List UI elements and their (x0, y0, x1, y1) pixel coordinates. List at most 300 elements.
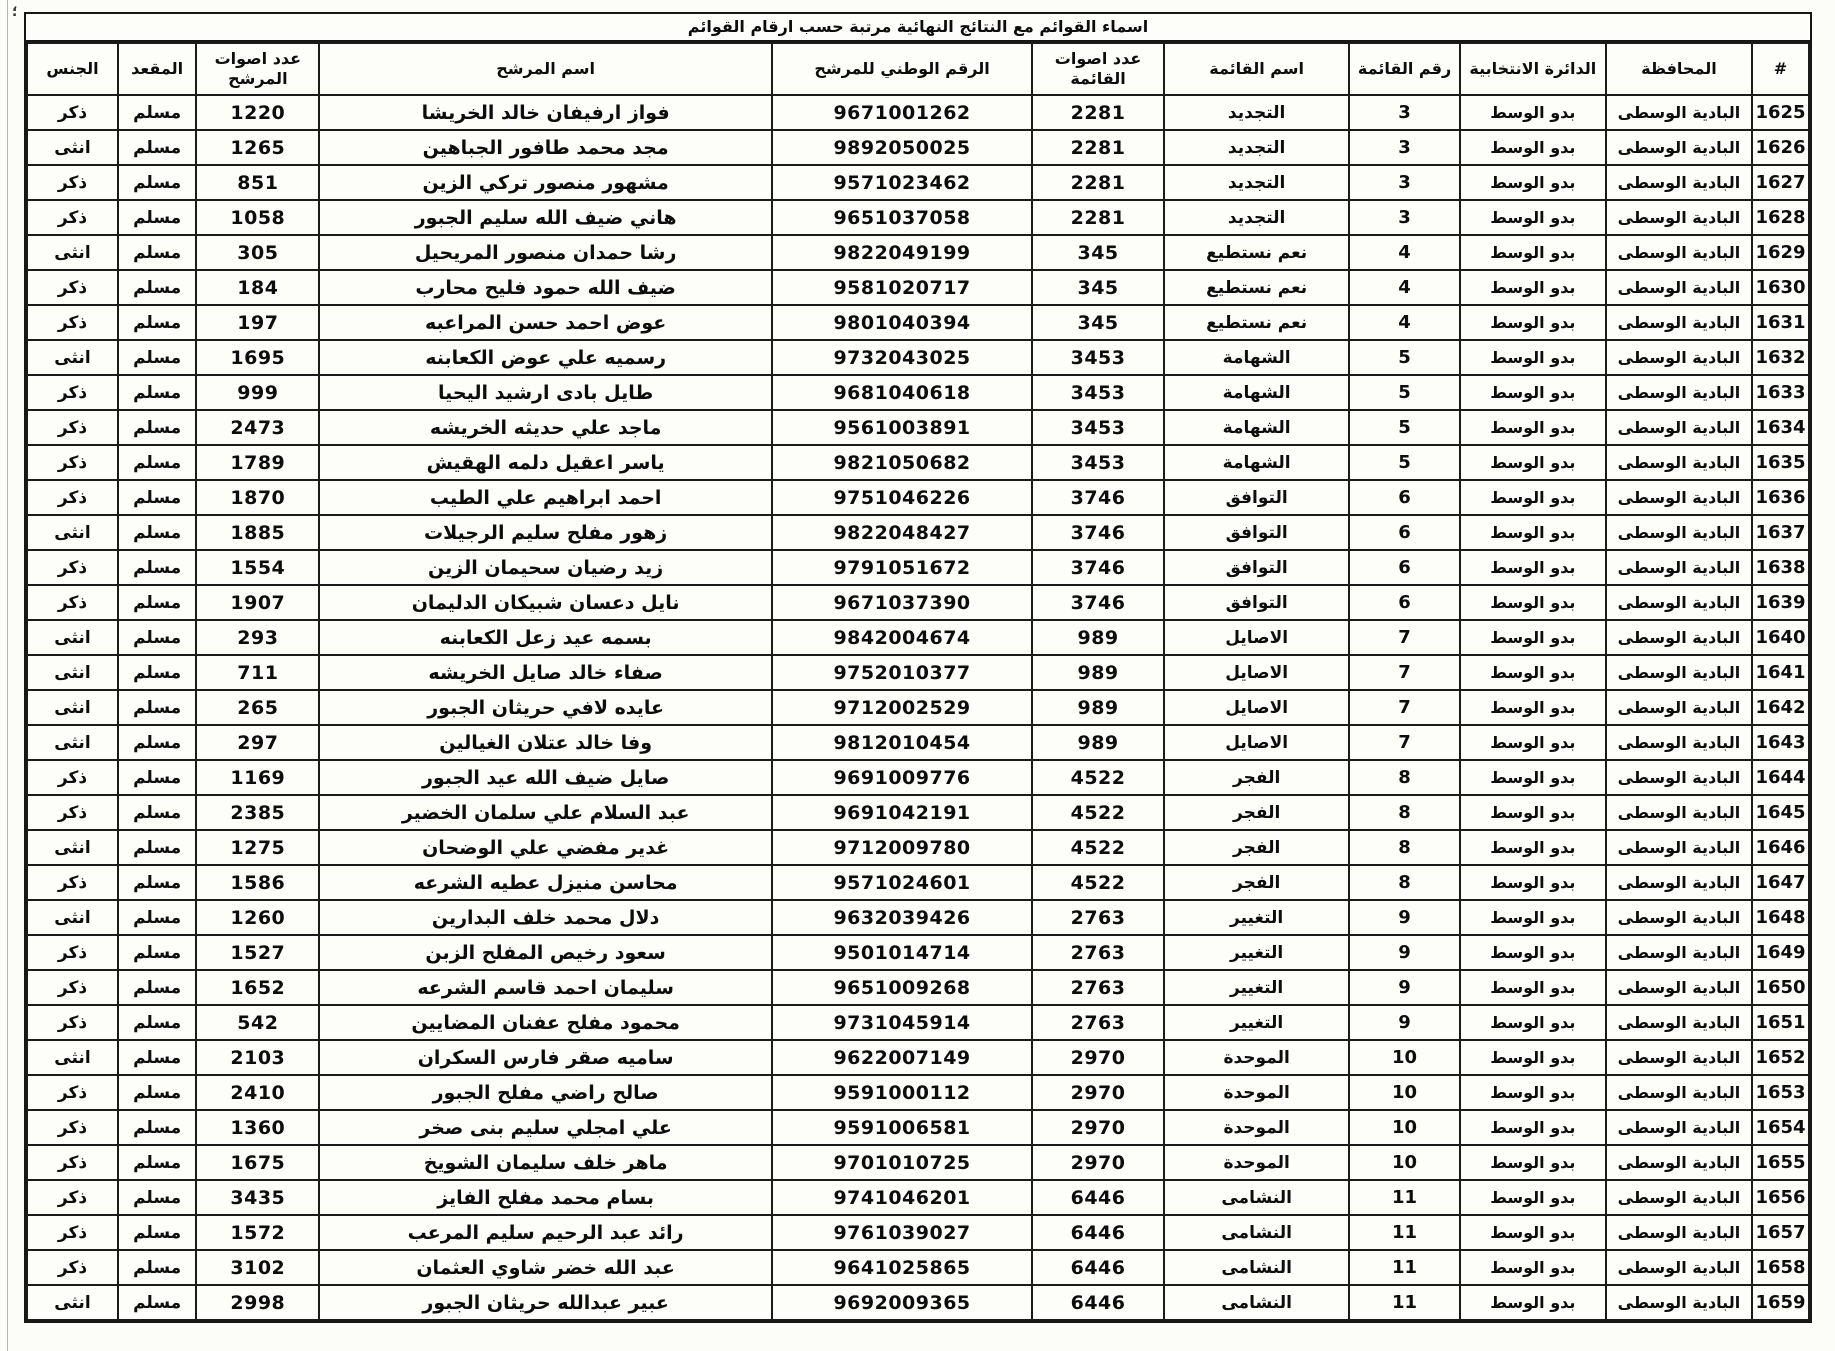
cell-candidate_name: بسام محمد مفلح الفايز (319, 1180, 772, 1215)
cell-list_name: الموحدة (1164, 1075, 1349, 1110)
cell-district: بدو الوسط (1460, 795, 1606, 830)
table-row (27, 795, 1809, 830)
cell-list_name: التجديد (1164, 165, 1349, 200)
cell-national_id: 9731045914 (772, 1005, 1032, 1040)
table-row (27, 410, 1809, 445)
cell-candidate_name: عبد الله خضر شاوي العثمان (319, 1250, 772, 1285)
cell-candidate_votes: 1260 (196, 900, 319, 935)
cell-list_votes: 4522 (1032, 865, 1164, 900)
cell-candidate_votes: 1572 (196, 1215, 319, 1250)
cell-candidate_name: غدير مفضي علي الوضحان (319, 830, 772, 865)
cell-district: بدو الوسط (1460, 235, 1606, 270)
cell-governorate: البادية الوسطى (1606, 1005, 1752, 1040)
cell-index: 1656 (1752, 1180, 1809, 1215)
cell-district: بدو الوسط (1460, 95, 1606, 130)
cell-gender: ذكر (27, 1250, 118, 1285)
cell-governorate: البادية الوسطى (1606, 830, 1752, 865)
cell-list_number: 3 (1349, 165, 1459, 200)
cell-candidate_name: سليمان احمد قاسم الشرعه (319, 970, 772, 1005)
cell-list_votes: 2763 (1032, 970, 1164, 1005)
cell-governorate: البادية الوسطى (1606, 690, 1752, 725)
cell-index: 1641 (1752, 655, 1809, 690)
table-row (27, 725, 1809, 760)
cell-gender: انثى (27, 830, 118, 865)
cell-index: 1653 (1752, 1075, 1809, 1110)
cell-list_votes: 2970 (1032, 1075, 1164, 1110)
cell-list_name: الشهامة (1164, 410, 1349, 445)
cell-list_number: 6 (1349, 515, 1459, 550)
cell-gender: ذكر (27, 970, 118, 1005)
cell-list_votes: 345 (1032, 270, 1164, 305)
cell-index: 1659 (1752, 1285, 1809, 1320)
cell-national_id: 9751046226 (772, 480, 1032, 515)
table-row (27, 270, 1809, 305)
table-row (27, 550, 1809, 585)
cell-governorate: البادية الوسطى (1606, 1040, 1752, 1075)
cell-seat: مسلم (118, 830, 196, 865)
table-row (27, 1145, 1809, 1180)
cell-seat: مسلم (118, 1180, 196, 1215)
cell-candidate_name: رشا حمدان منصور المريحيل (319, 235, 772, 270)
cell-list_votes: 2970 (1032, 1110, 1164, 1145)
cell-seat: مسلم (118, 970, 196, 1005)
cell-list_votes: 2281 (1032, 95, 1164, 130)
cell-candidate_votes: 1275 (196, 830, 319, 865)
cell-candidate_votes: 1058 (196, 200, 319, 235)
cell-candidate_votes: 293 (196, 620, 319, 655)
cell-candidate_name: مجد محمد طافور الجباهين (319, 130, 772, 165)
cell-seat: مسلم (118, 935, 196, 970)
cell-governorate: البادية الوسطى (1606, 95, 1752, 130)
cell-governorate: البادية الوسطى (1606, 1215, 1752, 1250)
cell-district: بدو الوسط (1460, 1145, 1606, 1180)
cell-national_id: 9822048427 (772, 515, 1032, 550)
table-row (27, 1250, 1809, 1285)
cell-candidate_name: صايل ضيف الله عيد الجبور (319, 760, 772, 795)
cell-candidate_name: ماجد علي حديثه الخريشه (319, 410, 772, 445)
results-table (26, 42, 1810, 1321)
cell-index: 1658 (1752, 1250, 1809, 1285)
cell-list_number: 9 (1349, 1005, 1459, 1040)
cell-gender: ذكر (27, 795, 118, 830)
column-header-seat: المقعد (118, 43, 196, 95)
cell-list_votes: 989 (1032, 690, 1164, 725)
cell-governorate: البادية الوسطى (1606, 620, 1752, 655)
table-row (27, 970, 1809, 1005)
cell-list_votes: 2970 (1032, 1145, 1164, 1180)
cell-list_number: 5 (1349, 375, 1459, 410)
cell-national_id: 9691042191 (772, 795, 1032, 830)
cell-list_number: 5 (1349, 340, 1459, 375)
cell-candidate_votes: 1907 (196, 585, 319, 620)
table-row (27, 375, 1809, 410)
cell-list_votes: 2763 (1032, 935, 1164, 970)
cell-list_number: 3 (1349, 200, 1459, 235)
cell-candidate_votes: 3102 (196, 1250, 319, 1285)
cell-candidate_name: فواز ارفيفان خالد الخريشا (319, 95, 772, 130)
cell-candidate_votes: 1675 (196, 1145, 319, 1180)
cell-index: 1635 (1752, 445, 1809, 480)
cell-seat: مسلم (118, 760, 196, 795)
cell-list_name: التغيير (1164, 1005, 1349, 1040)
cell-governorate: البادية الوسطى (1606, 480, 1752, 515)
cell-list_name: الموحدة (1164, 1110, 1349, 1145)
cell-list_name: الفجر (1164, 830, 1349, 865)
cell-candidate_votes: 1695 (196, 340, 319, 375)
cell-gender: انثى (27, 235, 118, 270)
cell-candidate_votes: 1169 (196, 760, 319, 795)
cell-list_name: نعم نستطيع (1164, 235, 1349, 270)
cell-list_name: الاصايل (1164, 725, 1349, 760)
cell-candidate_votes: 1870 (196, 480, 319, 515)
cell-district: بدو الوسط (1460, 1005, 1606, 1040)
cell-seat: مسلم (118, 585, 196, 620)
cell-candidate_votes: 851 (196, 165, 319, 200)
cell-gender: ذكر (27, 1005, 118, 1040)
cell-gender: ذكر (27, 1110, 118, 1145)
column-header-candidate_name: اسم المرشح (319, 43, 772, 95)
column-header-district: الدائرة الانتخابية (1460, 43, 1606, 95)
cell-index: 1644 (1752, 760, 1809, 795)
table-row (27, 690, 1809, 725)
cell-gender: انثى (27, 620, 118, 655)
cell-seat: مسلم (118, 725, 196, 760)
cell-candidate_votes: 305 (196, 235, 319, 270)
cell-list_name: التوافق (1164, 585, 1349, 620)
column-header-candidate_votes: عدد اصوات المرشح (196, 43, 319, 95)
cell-governorate: البادية الوسطى (1606, 375, 1752, 410)
cell-governorate: البادية الوسطى (1606, 445, 1752, 480)
cell-list_name: الشهامة (1164, 445, 1349, 480)
cell-list_number: 9 (1349, 970, 1459, 1005)
cell-index: 1657 (1752, 1215, 1809, 1250)
cell-governorate: البادية الوسطى (1606, 165, 1752, 200)
cell-list_number: 3 (1349, 130, 1459, 165)
cell-list_name: الموحدة (1164, 1040, 1349, 1075)
cell-gender: ذكر (27, 1180, 118, 1215)
cell-index: 1628 (1752, 200, 1809, 235)
cell-list_number: 6 (1349, 585, 1459, 620)
table-row (27, 1215, 1809, 1250)
cell-index: 1654 (1752, 1110, 1809, 1145)
scan-edge-line (7, 0, 8, 1351)
cell-list_votes: 989 (1032, 620, 1164, 655)
cell-national_id: 9622007149 (772, 1040, 1032, 1075)
cell-list_votes: 3746 (1032, 480, 1164, 515)
cell-national_id: 9791051672 (772, 550, 1032, 585)
cell-national_id: 9741046201 (772, 1180, 1032, 1215)
column-header-list_number: رقم القائمة (1349, 43, 1459, 95)
cell-list_votes: 3746 (1032, 550, 1164, 585)
column-header-gender: الجنس (27, 43, 118, 95)
cell-candidate_name: ساميه صقر فارس السكران (319, 1040, 772, 1075)
cell-candidate_votes: 297 (196, 725, 319, 760)
results-table-container (24, 12, 1812, 1323)
cell-district: بدو الوسط (1460, 690, 1606, 725)
cell-governorate: البادية الوسطى (1606, 270, 1752, 305)
cell-candidate_name: دلال محمد خلف البدارين (319, 900, 772, 935)
cell-district: بدو الوسط (1460, 200, 1606, 235)
cell-district: بدو الوسط (1460, 375, 1606, 410)
cell-index: 1646 (1752, 830, 1809, 865)
cell-list_number: 7 (1349, 620, 1459, 655)
table-row (27, 165, 1809, 200)
cell-candidate_name: وفا خالد عتلان الغيالين (319, 725, 772, 760)
cell-list_name: الفجر (1164, 865, 1349, 900)
cell-list_name: الاصايل (1164, 620, 1349, 655)
cell-national_id: 9651037058 (772, 200, 1032, 235)
cell-seat: مسلم (118, 865, 196, 900)
cell-seat: مسلم (118, 235, 196, 270)
cell-list_number: 10 (1349, 1040, 1459, 1075)
cell-gender: انثى (27, 690, 118, 725)
column-header-national_id: الرقم الوطني للمرشح (772, 43, 1032, 95)
cell-district: بدو الوسط (1460, 900, 1606, 935)
cell-district: بدو الوسط (1460, 970, 1606, 1005)
cell-district: بدو الوسط (1460, 1215, 1606, 1250)
cell-candidate_votes: 711 (196, 655, 319, 690)
cell-gender: ذكر (27, 1145, 118, 1180)
cell-seat: مسلم (118, 95, 196, 130)
cell-national_id: 9591000112 (772, 1075, 1032, 1110)
cell-national_id: 9571024601 (772, 865, 1032, 900)
cell-candidate_name: احمد ابراهيم علي الطيب (319, 480, 772, 515)
cell-gender: انثى (27, 655, 118, 690)
cell-list_votes: 345 (1032, 235, 1164, 270)
cell-seat: مسلم (118, 1110, 196, 1145)
cell-list_votes: 6446 (1032, 1215, 1164, 1250)
cell-list_votes: 6446 (1032, 1250, 1164, 1285)
cell-index: 1634 (1752, 410, 1809, 445)
table-row (27, 200, 1809, 235)
cell-district: بدو الوسط (1460, 410, 1606, 445)
cell-governorate: البادية الوسطى (1606, 900, 1752, 935)
cell-seat: مسلم (118, 340, 196, 375)
column-header-governorate: المحافظة (1606, 43, 1752, 95)
cell-national_id: 9822049199 (772, 235, 1032, 270)
cell-candidate_votes: 1885 (196, 515, 319, 550)
cell-candidate_votes: 1265 (196, 130, 319, 165)
cell-list_name: التجديد (1164, 200, 1349, 235)
cell-seat: مسلم (118, 1075, 196, 1110)
cell-list_votes: 3453 (1032, 445, 1164, 480)
cell-candidate_votes: 1220 (196, 95, 319, 130)
cell-national_id: 9812010454 (772, 725, 1032, 760)
cell-gender: ذكر (27, 95, 118, 130)
cell-governorate: البادية الوسطى (1606, 1180, 1752, 1215)
cell-list_votes: 4522 (1032, 830, 1164, 865)
cell-index: 1642 (1752, 690, 1809, 725)
table-row (27, 1110, 1809, 1145)
cell-list_name: نعم نستطيع (1164, 270, 1349, 305)
cell-candidate_votes: 999 (196, 375, 319, 410)
cell-governorate: البادية الوسطى (1606, 1075, 1752, 1110)
cell-candidate_name: رسميه علي عوض الكعابنه (319, 340, 772, 375)
cell-seat: مسلم (118, 1250, 196, 1285)
cell-list_number: 3 (1349, 95, 1459, 130)
cell-candidate_votes: 2998 (196, 1285, 319, 1320)
table-row (27, 1040, 1809, 1075)
scan-artifact-mark: ؛ (12, 4, 18, 20)
cell-district: بدو الوسط (1460, 445, 1606, 480)
cell-list_number: 4 (1349, 305, 1459, 340)
cell-candidate_name: عايده لافي حريثان الجبور (319, 690, 772, 725)
column-header-index: # (1752, 43, 1809, 95)
cell-governorate: البادية الوسطى (1606, 865, 1752, 900)
cell-candidate_votes: 1527 (196, 935, 319, 970)
cell-national_id: 9671001262 (772, 95, 1032, 130)
cell-list_votes: 4522 (1032, 795, 1164, 830)
cell-candidate_name: رائد عبد الرحيم سليم المرعب (319, 1215, 772, 1250)
cell-district: بدو الوسط (1460, 340, 1606, 375)
cell-national_id: 9752010377 (772, 655, 1032, 690)
cell-candidate_name: بسمه عيد زعل الكعابنه (319, 620, 772, 655)
table-row (27, 1285, 1809, 1320)
cell-governorate: البادية الوسطى (1606, 1250, 1752, 1285)
cell-candidate_name: عبد السلام علي سلمان الخضير (319, 795, 772, 830)
cell-national_id: 9501014714 (772, 935, 1032, 970)
cell-index: 1652 (1752, 1040, 1809, 1075)
header-row (27, 43, 1809, 95)
cell-list_number: 7 (1349, 690, 1459, 725)
cell-gender: ذكر (27, 1215, 118, 1250)
cell-national_id: 9681040618 (772, 375, 1032, 410)
cell-seat: مسلم (118, 515, 196, 550)
cell-candidate_name: صالح راضي مفلح الجبور (319, 1075, 772, 1110)
cell-candidate_votes: 1554 (196, 550, 319, 585)
cell-list_votes: 3746 (1032, 585, 1164, 620)
cell-district: بدو الوسط (1460, 585, 1606, 620)
cell-gender: ذكر (27, 480, 118, 515)
cell-list_name: الفجر (1164, 795, 1349, 830)
cell-district: بدو الوسط (1460, 130, 1606, 165)
cell-index: 1637 (1752, 515, 1809, 550)
cell-list_votes: 3746 (1032, 515, 1164, 550)
cell-candidate_votes: 1360 (196, 1110, 319, 1145)
cell-index: 1631 (1752, 305, 1809, 340)
cell-index: 1655 (1752, 1145, 1809, 1180)
cell-index: 1627 (1752, 165, 1809, 200)
cell-list_name: التجديد (1164, 95, 1349, 130)
cell-list_number: 11 (1349, 1285, 1459, 1320)
cell-seat: مسلم (118, 795, 196, 830)
cell-seat: مسلم (118, 690, 196, 725)
cell-list_number: 6 (1349, 480, 1459, 515)
table-row (27, 655, 1809, 690)
cell-index: 1645 (1752, 795, 1809, 830)
cell-gender: انثى (27, 515, 118, 550)
cell-candidate_name: صفاء خالد صايل الخريشه (319, 655, 772, 690)
cell-index: 1633 (1752, 375, 1809, 410)
cell-list_votes: 2281 (1032, 165, 1164, 200)
cell-seat: مسلم (118, 550, 196, 585)
column-header-list_votes: عدد اصوات القائمة (1032, 43, 1164, 95)
cell-index: 1636 (1752, 480, 1809, 515)
cell-district: بدو الوسط (1460, 1180, 1606, 1215)
cell-list_votes: 6446 (1032, 1180, 1164, 1215)
cell-gender: انثى (27, 900, 118, 935)
cell-national_id: 9821050682 (772, 445, 1032, 480)
cell-seat: مسلم (118, 1005, 196, 1040)
cell-governorate: البادية الوسطى (1606, 795, 1752, 830)
cell-list_votes: 2281 (1032, 130, 1164, 165)
cell-list_name: الشهامة (1164, 340, 1349, 375)
table-row (27, 95, 1809, 130)
cell-seat: مسلم (118, 445, 196, 480)
table-row (27, 130, 1809, 165)
cell-gender: ذكر (27, 865, 118, 900)
cell-district: بدو الوسط (1460, 305, 1606, 340)
cell-national_id: 9712002529 (772, 690, 1032, 725)
cell-seat: مسلم (118, 655, 196, 690)
cell-candidate_votes: 184 (196, 270, 319, 305)
cell-list_number: 5 (1349, 410, 1459, 445)
cell-district: بدو الوسط (1460, 480, 1606, 515)
cell-governorate: البادية الوسطى (1606, 760, 1752, 795)
cell-seat: مسلم (118, 480, 196, 515)
cell-list_votes: 4522 (1032, 760, 1164, 795)
cell-district: بدو الوسط (1460, 760, 1606, 795)
cell-list_number: 8 (1349, 865, 1459, 900)
table-row (27, 340, 1809, 375)
cell-national_id: 9581020717 (772, 270, 1032, 305)
cell-national_id: 9761039027 (772, 1215, 1032, 1250)
cell-gender: انثى (27, 340, 118, 375)
cell-candidate_votes: 1586 (196, 865, 319, 900)
cell-governorate: البادية الوسطى (1606, 1285, 1752, 1320)
cell-national_id: 9701010725 (772, 1145, 1032, 1180)
cell-national_id: 9892050025 (772, 130, 1032, 165)
cell-list_votes: 989 (1032, 655, 1164, 690)
cell-list_name: التوافق (1164, 550, 1349, 585)
cell-national_id: 9842004674 (772, 620, 1032, 655)
cell-index: 1648 (1752, 900, 1809, 935)
cell-governorate: البادية الوسطى (1606, 305, 1752, 340)
cell-candidate_votes: 197 (196, 305, 319, 340)
cell-candidate_name: محاسن منيزل عطيه الشرعه (319, 865, 772, 900)
cell-index: 1630 (1752, 270, 1809, 305)
cell-list_name: النشامى (1164, 1250, 1349, 1285)
cell-gender: ذكر (27, 760, 118, 795)
cell-district: بدو الوسط (1460, 1075, 1606, 1110)
cell-candidate_votes: 2385 (196, 795, 319, 830)
cell-list_name: النشامى (1164, 1180, 1349, 1215)
cell-list_votes: 345 (1032, 305, 1164, 340)
cell-seat: مسلم (118, 130, 196, 165)
cell-list_name: الاصايل (1164, 690, 1349, 725)
cell-candidate_name: زهور مفلح سليم الرجيلات (319, 515, 772, 550)
cell-list_votes: 2970 (1032, 1040, 1164, 1075)
table-row (27, 760, 1809, 795)
cell-gender: ذكر (27, 445, 118, 480)
cell-candidate_votes: 3435 (196, 1180, 319, 1215)
cell-list_votes: 6446 (1032, 1285, 1164, 1320)
column-header-list_name: اسم القائمة (1164, 43, 1349, 95)
cell-index: 1649 (1752, 935, 1809, 970)
cell-district: بدو الوسط (1460, 550, 1606, 585)
cell-national_id: 9692009365 (772, 1285, 1032, 1320)
cell-list_votes: 2281 (1032, 200, 1164, 235)
cell-governorate: البادية الوسطى (1606, 585, 1752, 620)
cell-candidate_name: محمود مفلح عفنان المضايين (319, 1005, 772, 1040)
cell-index: 1650 (1752, 970, 1809, 1005)
table-row (27, 1005, 1809, 1040)
cell-list_name: التغيير (1164, 900, 1349, 935)
cell-list_number: 9 (1349, 900, 1459, 935)
table-header (27, 43, 1809, 95)
cell-candidate_name: علي امجلي سليم بنى صخر (319, 1110, 772, 1145)
cell-list_name: الفجر (1164, 760, 1349, 795)
